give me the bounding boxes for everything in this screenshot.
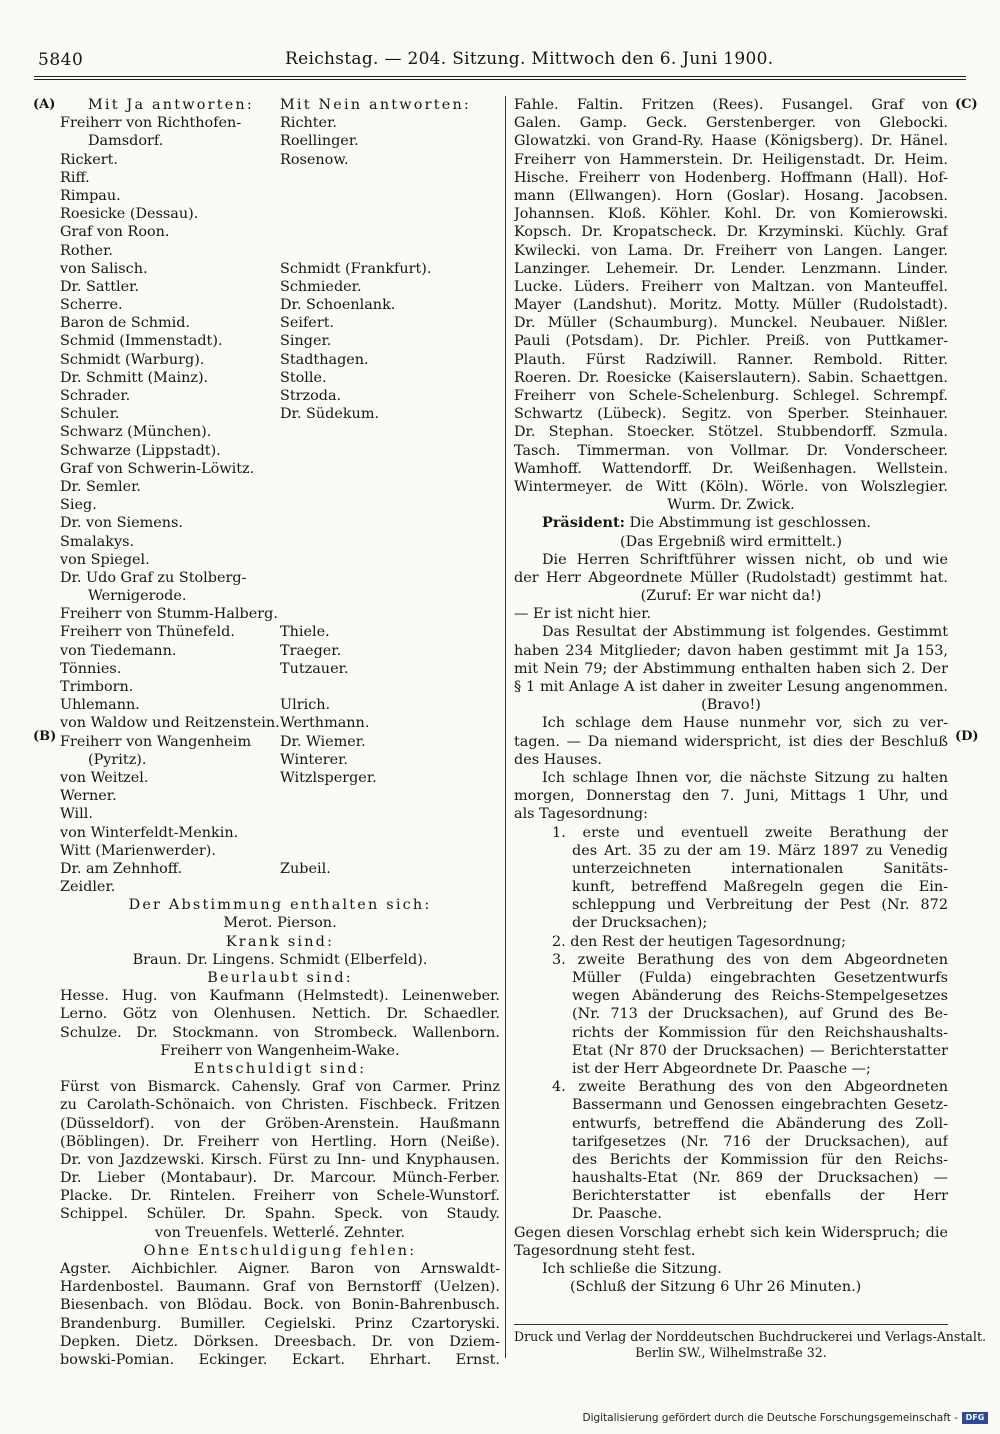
vote-row [60,769,500,787]
missing-line: Hische. Freiherr von Hodenberg. Hoffmann (Hall). Hof- [514,169,948,186]
vote-row [60,351,500,369]
missing-line: Johannsen. Kloß. Köhler. Kohl. Dr. von Komierowski. [514,206,948,223]
imprint-line-1: Druck und Verlag der Norddeutschen Buchdruckerei und Verlags-Anstalt. [514,1329,987,1345]
vote-row [60,314,500,332]
yes-name: Trimborn. [60,679,134,695]
missing-line: Mayer (Landshut). Moritz. Motty. Müller (Rudolstadt). [514,297,948,314]
agenda-line: wegen Abänderung des Reichs-Stempelgesetzes [572,988,948,1005]
no-name: Stadthagen. [280,351,369,368]
no-name: Schmidt (Frankfurt). [280,260,432,277]
missing-names-continued [514,96,948,496]
agenda-item [514,1078,948,1224]
vote-row [60,878,500,896]
excused-heading: Entschuldigt sind: [193,1060,367,1077]
vote-row [60,696,500,714]
vote-headings [60,96,500,114]
missing-line: Tasch. Timmerman. von Vollmar. Dr. Vonderscheer. [514,442,948,459]
yes-name: von Tiedemann. [60,642,177,659]
vote-row [60,678,500,696]
yes-name: (Pyritz). [88,751,147,768]
yes-name: Rimpau. [60,187,121,204]
vote-row [60,187,500,205]
vote-row [60,369,500,387]
yes-name: Smalakys. [60,533,135,550]
vote-row [60,296,500,314]
missing-line: Brandenburg. Bumiller. Cegielski. Prinz Czartoryski. [60,1315,500,1332]
bravo-note: (Bravo!) [701,697,761,714]
yes-name: Dr. Schmitt (Mainz). [60,369,209,386]
agenda-list [514,824,948,1224]
abstained-heading: Der Abstimmung enthalten sich: [128,897,432,914]
digitization-credit [582,1412,988,1424]
missing-names [60,1260,500,1369]
missing-line: Pauli (Potsdam). Dr. Pichler. Preiß. von Puttkamer- [514,333,948,350]
vote-row [60,478,500,496]
yes-name: Freiherr von Stumm-Halberg. [60,606,278,623]
paragraph-no-objection [514,1224,948,1242]
no-name: Seifert. [280,315,335,332]
paragraph-no-objection-last: Tagesordnung steht fest. [514,1242,696,1259]
text-line: Die Herren Schriftführer wissen nicht, ob und wie [542,551,948,568]
excused-names [60,1078,500,1224]
agenda-line: schleppung und Verbreitung der Pest (Nr. 872 [572,897,948,914]
agenda-line-last: der Drucksachen); [572,915,708,932]
yes-name: Schmid (Immenstadt). [60,333,223,350]
paragraph-adjourn-last: des Hauses. [514,751,602,768]
yes-name: Schuler. [60,406,120,423]
leave-heading: Beurlaubt sind: [207,970,353,986]
header-rule [34,76,966,77]
yes-name: Dr. Sattler. [60,278,139,295]
missing-line: mann (Ellwangen). Horn (Goslar). Hosang. Jacobsen. [514,187,948,204]
no-name: Ulrich. [280,697,331,714]
yes-name: Damsdorf. [88,133,164,150]
yes-name: Uhlemann. [60,697,140,714]
agenda-line: des Berichts der Kommission für den Reichs- [572,1151,948,1168]
missing-line: Agster. Aichbichler. Aigner. Baron von Arnswaldt- [60,1261,500,1277]
yes-name: von Weitzel. [60,769,149,786]
yes-name: Schrader. [60,388,131,404]
vote-row [60,805,500,823]
column-divider [505,96,506,1358]
agenda-line: 3. zweite Berathung des von dem Abgeordneten [552,951,948,968]
vote-row [60,824,500,842]
margin-mark-d: (D) [955,729,979,744]
vote-row [60,533,500,551]
vote-row [60,587,500,605]
vote-row [60,514,500,532]
missing-names-last: Wurm. Dr. Zwick. [667,497,795,514]
yes-name: Wernigerode. [88,588,187,605]
agenda-line: 1. erste und eventuell zweite Berathung der [552,824,948,841]
header-rule-double [34,79,966,80]
no-name: Stolle. [280,369,327,386]
no-name: Zubeil. [280,860,331,877]
missing-line: Plauth. Fürst Radziwill. Ranner. Rembold. Ritter. [514,351,948,368]
agenda-line: Berichterstatter ist ebenfalls der Herr [572,1188,948,1205]
text-line: der Herr Abgeordnete Müller (Rudolstadt) gestimmt hat. [514,569,948,586]
vote-row [60,132,500,150]
yes-name: Roesicke (Dessau). [60,206,199,223]
vote-row [60,242,500,260]
text-line: haben 234 Mitglieder; davon haben gestimmt mit Ja 153, [514,642,948,659]
yes-name: Schwarze (Lippstadt). [60,442,221,459]
missing-line: Wintermeyer. de Witt (Köln). Wörle. von Wolszlegier. [514,478,948,495]
sick-names: Braun. Dr. Lingens. Schmidt (Elberfeld). [132,951,428,968]
missing-line: Freiherr von Hammerstein. Dr. Heiligenstadt. Dr. Heim. [514,151,948,168]
vote-row [60,423,500,441]
agenda-line: (Nr. 713 der Drucksachen), auf Grund des Be- [572,1006,948,1023]
vote-row [60,114,500,132]
missing-line: Kopsch. Dr. Kropatscheck. Dr. Krzyminski. Küchly. Graf [514,224,948,241]
agenda-line-last: ist der Herr Abgeordnete Dr. Paasche —; [572,1060,871,1077]
paragraph-next-session-last: als Tagesordnung: [514,806,648,823]
paragraph-adjourn [514,714,948,750]
yes-name: von Salisch. [60,260,148,277]
no-name: Traeger. [280,642,342,659]
no-name: Tutzauer. [280,660,349,677]
yes-name: Rother. [60,242,113,259]
right-column [514,96,987,1361]
vote-row [60,405,500,423]
missing-line: Fahle. Faltin. Fritzen (Rees). Fusangel. Graf von [514,97,948,113]
no-name: Richter. [280,115,337,132]
vote-row [60,569,500,587]
vote-row [60,551,500,569]
vote-row [60,787,500,805]
yes-name: von Waldow und Reitzenstein. [60,715,280,732]
agenda-item [514,933,948,951]
missing-line: Dr. Müller (Schaumburg). Munckel. Neubauer. Nißler. [514,315,948,332]
text-line: mit Nein 79; der Abstimmung enthalten haben sich 2. Der [514,660,948,677]
leave-line: Hesse. Hug. von Kaufmann (Helmstedt). Leinenweber. [60,988,500,1005]
missing-line: bowski-Pomian. Eckinger. Eckart. Ehrhart. Ernst. [60,1351,500,1368]
agenda-line: entwurfs, betreffend die Abänderung des Zoll- [572,1115,948,1132]
missing-line: Galen. Gamp. Geck. Gerstenberger. von Glebocki. [514,115,948,132]
vote-row [60,714,500,732]
missing-line: Roeren. Dr. Roesicke (Kaiserslautern). Sabin. Schaettgen. [514,369,948,386]
margin-mark-c: (C) [955,97,978,112]
vote-row [60,623,500,641]
vote-row [60,223,500,241]
agenda-line: des Art. 35 zu der am 19. März 1897 zu Venedig [572,842,948,859]
missing-heading: Ohne Entschuldigung fehlen: [143,1242,417,1259]
vote-row [60,605,500,623]
yes-name: Schmidt (Warburg). [60,351,205,368]
vote-row [60,660,500,678]
president-label: Präsident: [542,514,625,532]
imprint-rule [514,1324,948,1325]
yes-name: Freiherr von Richthofen- [60,115,242,132]
no-name: Winterer. [280,751,348,768]
yes-name: Zeidler. [60,879,116,896]
president-text: Die Abstimmung ist geschlossen. [629,515,871,532]
no-name: Roellinger. [280,133,359,150]
no-name: Dr. Wiemer. [280,733,366,750]
missing-line: Kwilecki. von Lama. Dr. Freiherr von Langen. Langer. [514,242,948,259]
agenda-line: 4. zweite Berathung des von den Abgeordneten [552,1079,948,1096]
yes-name: Dr. Udo Graf zu Stolberg- [60,569,247,586]
no-name: Witzlsperger. [280,769,377,786]
heading-no: Mit Nein antworten: [280,97,471,113]
president-statement [514,514,948,532]
text-line: Gegen diesen Vorschlag erhebt sich kein Widerspruch; die [514,1224,948,1241]
vote-row [60,332,500,350]
vote-row [60,151,500,169]
yes-name: Freiherr von Wangenheim [60,733,252,750]
agenda-line: Etat (Nr 870 der Drucksachen) — Berichterstatter [572,1042,948,1059]
no-name: Dr. Schoenlank. [280,297,396,314]
yes-name: Scherre. [60,297,123,314]
vote-row [60,260,500,278]
vote-row [60,733,500,751]
excused-line: Dr. Lieber (Montabaur). Dr. Marcour. Münch-Ferber. [60,1170,500,1187]
vote-row [60,496,500,514]
vote-list [60,114,500,896]
response-line: — Er ist nicht hier. [514,606,652,623]
no-name: Dr. Südekum. [280,406,380,423]
excused-line: zu Carolath-Schönaich. von Christen. Fischbeck. Fritzen [60,1097,500,1114]
vote-row [60,642,500,660]
vote-row [60,205,500,223]
yes-name: Tönnies. [60,660,122,677]
no-name: Werthmann. [280,715,370,732]
credit-text: Digitalisierung gefördert durch die Deutsche Forschungsgemeinschaft - [582,1412,958,1424]
agenda-line: kunft, betreffend Maßregeln gegen die Ein- [572,879,948,896]
missing-line: Biesenbach. von Blödau. Bock. von Bonin-Bahrenbusch. [60,1297,500,1314]
running-title: Reichstag. — 204. Sitzung. Mittwoch den 6. Juni 1900. [285,49,774,69]
yes-name: von Winterfeldt-Menkin. [60,824,239,841]
yes-name: Sieg. [60,497,97,514]
missing-line: Schwartz (Lübeck). Segitz. von Sperber. Steinhauer. [514,406,948,423]
yes-name: von Spiegel. [60,551,150,568]
result-note: (Das Ergebniß wird ermittelt.) [620,533,842,550]
missing-line: Dr. Stephan. Stoecker. Stötzel. Stubbendorff. Szmula. [514,424,948,441]
closing-statement: Ich schließe die Sitzung. [542,1261,722,1277]
yes-name: Graf von Schwerin-Löwitz. [60,460,255,477]
yes-name: Dr. von Siemens. [60,515,183,532]
agenda-line: Müller (Fulda) eingebrachten Gesetzentwurfs [572,970,948,986]
yes-name: Dr. Semler. [60,478,141,495]
yes-name: Dr. am Zehnhoff. [60,860,183,877]
no-name: Strzoda. [280,388,342,404]
yes-name: Witt (Marienwerder). [60,842,216,859]
leave-names-last: Freiherr von Wangenheim-Wake. [160,1042,400,1059]
agenda-line-last: Dr. Paasche. [572,1206,662,1223]
vote-row [60,278,500,296]
vote-row [60,387,500,405]
agenda-line: richts der Kommission für den Reichshaushalts- [572,1024,948,1041]
yes-name: Baron de Schmid. [60,315,191,332]
paragraph-schriftfuehrer [514,551,948,587]
margin-mark-b: (B) [33,729,57,744]
missing-line: Glowatzki. von Grand-Ry. Haase (Königsberg). Dr. Hänel. [514,133,948,150]
abstained-names: Merot. Pierson. [223,915,337,932]
text-line: tagen. — Da niemand widerspricht, ist dies der Beschluß [514,733,948,750]
text-line: § 1 mit Anlage A ist daher in zweiter Lesung angenommen. [514,679,948,695]
agenda-line: unterzeichneten internationalen Sanitäts- [572,860,948,877]
vote-row [60,442,500,460]
yes-name: Riff. [60,169,90,186]
leave-line: Lerno. Götz von Olenhusen. Nettich. Dr. Schaedler. [60,1006,500,1023]
missing-line: Hardenbostel. Baumann. Graf von Bernstorff (Uelzen). [60,1279,500,1296]
page-number: 5840 [38,50,84,70]
yes-name: Freiherr von Thünefeld. [60,624,235,641]
no-name: Thiele. [280,624,330,641]
interjection: (Zuruf: Er war nicht da!) [640,588,822,605]
margin-mark-a: (A) [33,97,56,112]
text-line: morgen, Donnerstag den 7. Juni, Mittags 1 Uhr, und [514,788,948,805]
text-line: Ich schlage dem Hause nunmehr vor, sich zu ver- [542,715,948,732]
vote-row [60,842,500,860]
excused-line: (Düsseldorf). von der Gröben-Arenstein. Haußmann [60,1115,500,1132]
vote-row [60,460,500,478]
agenda-line: haushalts-Etat (Nr. 869 der Drucksachen) — [572,1170,948,1187]
leave-line: Schulze. Dr. Stockmann. von Strombeck. Wallenborn. [60,1024,500,1041]
no-name: Schmieder. [280,278,362,295]
agenda-line: Bassermann und Genossen eingebrachten Gesetz- [572,1097,948,1114]
missing-line: Lucke. Lüders. Freiherr von Maltzan. von Manteuffel. [514,278,948,295]
excused-names-last: von Treuenfels. Wetterlé. Zehnter. [154,1224,406,1241]
sick-heading: Krank sind: [225,933,335,950]
heading-yes: Mit Ja antworten: [88,97,254,113]
yes-name: Schwarz (München). [60,424,212,441]
yes-name: Graf von Roon. [60,224,170,241]
imprint-line-2: Berlin SW., Wilhelmstraße 32. [635,1345,827,1361]
agenda-item [514,951,948,1078]
agenda-line-last: 2. den Rest der heutigen Tagesordnung; [552,933,846,950]
vote-row [60,169,500,187]
no-name: Singer. [280,333,332,350]
yes-name: Will. [60,806,93,823]
vote-row [60,860,500,878]
leave-names [60,987,500,1042]
missing-line: Freiherr von Schele-Schelenburg. Schlegel. Schrempf. [514,388,948,404]
dfg-logo: DFG [962,1412,988,1424]
excused-line: Fürst von Bismarck. Cahensly. Graf von Carmer. Prinz [60,1079,500,1096]
yes-name: Rickert. [60,151,118,168]
agenda-line: tarifgesetzes (Nr. 716 der Drucksachen), auf [572,1133,948,1150]
excused-line: Placke. Dr. Rintelen. Freiherr von Schele-Wunstorf. [60,1188,500,1205]
excused-line: Dr. von Jazdzewski. Kirsch. Fürst zu Inn- und Knyphausen. [60,1151,500,1168]
vote-row [60,751,500,769]
agenda-item [514,824,948,933]
yes-name: Werner. [60,788,117,805]
paragraph-next-session [514,769,948,805]
page-header [0,0,1000,80]
missing-line: Depken. Dietz. Dörksen. Dreesbach. Dr. von Dziem- [60,1333,500,1350]
excused-line: Schippel. Schüler. Dr. Spahn. Speck. von Staudy. [60,1206,500,1223]
missing-line: Lanzinger. Lehemeir. Dr. Lender. Lenzmann. Linder. [514,260,948,277]
text-line: Ich schlage Ihnen vor, die nächste Sitzung zu halten [542,769,948,786]
no-name: Rosenow. [280,151,349,168]
missing-line: Wamhoff. Wattendorff. Dr. Weißenhagen. Wellstein. [514,460,948,477]
excused-line: (Böblingen). Dr. Freiherr von Hertling. Horn (Neiße). [60,1133,500,1150]
left-column [60,96,500,1369]
text-line: Das Resultat der Abstimmung ist folgendes. Gestimmt [542,624,948,641]
closing-time: (Schluß der Sitzung 6 Uhr 26 Minuten.) [570,1279,862,1296]
paragraph-result [514,623,948,696]
